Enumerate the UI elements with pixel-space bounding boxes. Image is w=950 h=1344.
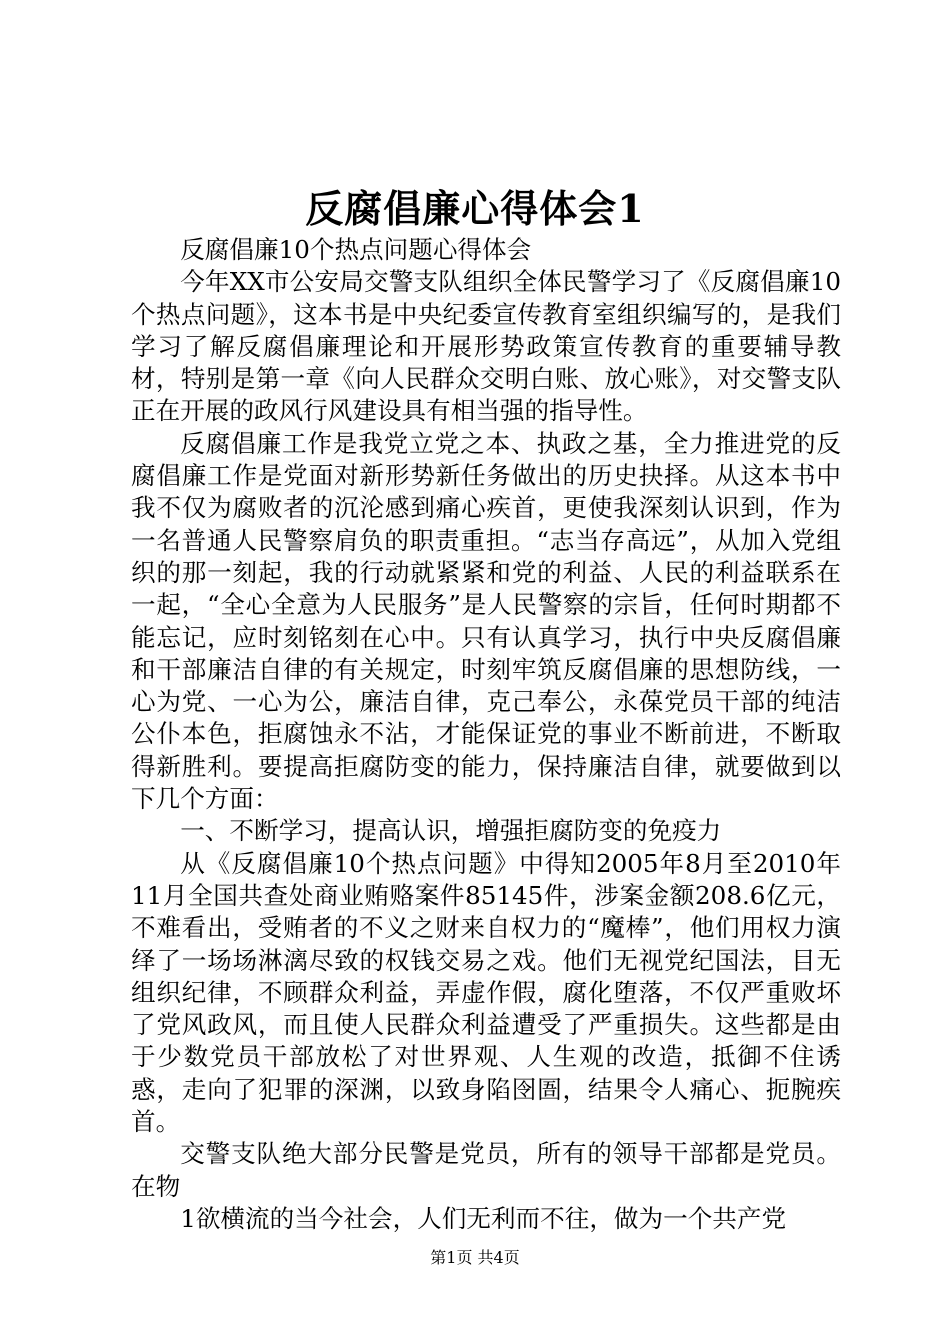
paragraph: 1欲横流的当今社会，人们无利而不往，做为一个共产党 (180, 1203, 787, 1233)
paragraph: 从《反腐倡廉10个热点问题》中得知2005年8月至2010年11月全国共查处商业贿赂案件85145件，涉案金额208.6亿元，不难看出，受贿者的不义之财来自权力的“魔棒”，他们用权力演绎了一场场淋漓尽致的权钱交易之戏。他们无视党纪国法，目无组织纪律，不顾群众利益，弄虚作假，腐化堕落，不仅严重败坏了党风政风，而且使人民群众利益遭受了严重损失。这些都是由于少数党员干部放松了对世界观、人生观的改造，抵御不住诱惑，走向了犯罪的深渊，以致身陷囹圄，结果令人痛心、扼腕疾首。 (131, 848, 841, 1137)
paragraph-heading: 一、不断学习，提高认识，增强拒腐防变的免疫力 (180, 816, 722, 846)
paragraph-subtitle: 反腐倡廉10个热点问题心得体会 (180, 235, 532, 264)
paragraph: 今年XX市公安局交警支队组织全体民警学习了《反腐倡廉10个热点问题》，这本书是中央纪委宣传教育室组织编写的，是我们学习了解反腐倡廉理论和开展形势政策宣传教育的重要辅导教材，特别是第一章《向人民群众交明白账、放心账》，对交警支队正在开展的政风行风建设具有相当强的指导性。 (131, 267, 841, 426)
document-body (131, 234, 841, 1235)
paragraph: 交警支队绝大部分民警是党员，所有的领导干部都是党员。在物 (131, 1139, 841, 1201)
page-footer: 第1页 共4页 (430, 1248, 520, 1267)
paragraph: 反腐倡廉工作是我党立党之本、执政之基，全力推进党的反腐倡廉工作是党面对新形势新任务做出的历史抉择。从这本书中我不仅为腐败者的沉沦感到痛心疾首，更使我深刻认识到，作为一名普通人民警察肩负的职责重担。“志当存高远”，从加入党组织的那一刻起，我的行动就紧紧和党的利益、人民的利益联系在一起，“全心全意为人民服务”是人民警察的宗旨，任何时期都不能忘记，应时刻铭刻在心中。只有认真学习，执行中央反腐倡廉和干部廉洁自律的有关规定，时刻牢筑反腐倡廉的思想防线，一心为党、一心为公，廉洁自律，克己奉公，永葆党员干部的纯洁公仆本色，拒腐蚀永不沾，才能保证党的事业不断前进，不断取得新胜利。要提高拒腐防变的能力，保持廉洁自律，就要做到以下几个方面： (131, 428, 841, 814)
document-title: 反腐倡廉心得体会1 (305, 186, 645, 231)
